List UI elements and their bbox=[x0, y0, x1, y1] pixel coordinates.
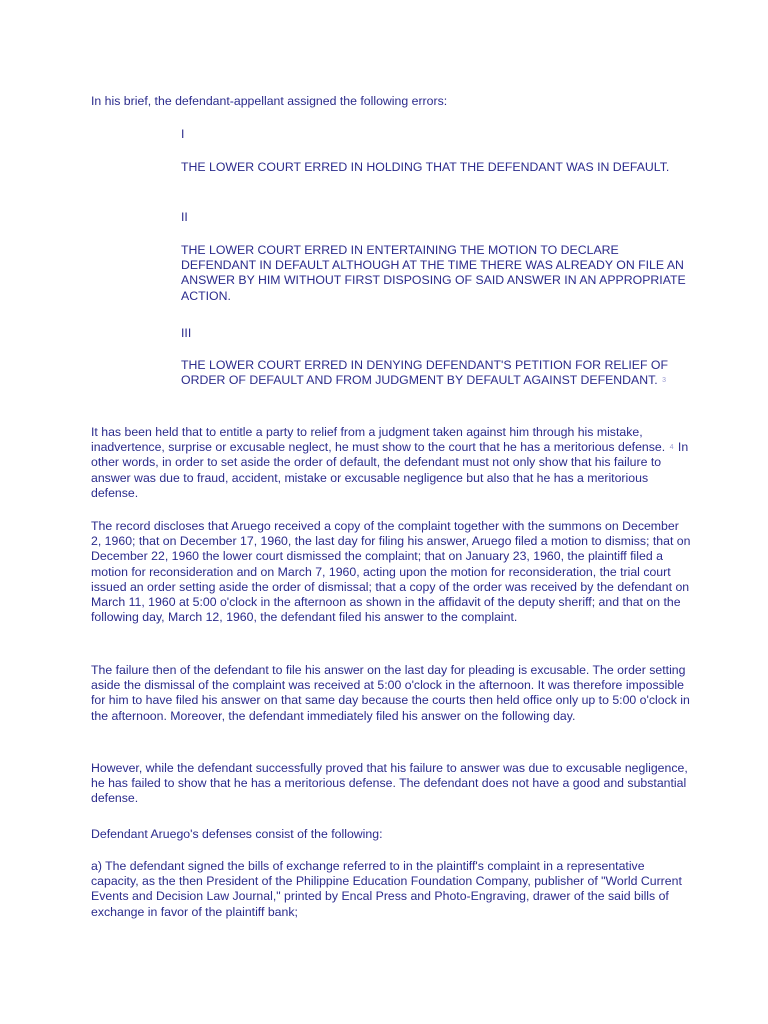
error-numeral-3: III bbox=[181, 326, 192, 340]
footnote-marker-3[interactable]: 3 bbox=[662, 377, 667, 385]
error-numeral-2: II bbox=[181, 210, 188, 224]
meritorious-defense-text-1: It has been held that to entitle a party to relief from a judgment taken against him through his mistake, inadvertence, surprise or excusable neglect, he must show to the court that he has a meritorious defense. bbox=[91, 425, 666, 455]
error-text-1: THE LOWER COURT ERRED IN HOLDING THAT THE DEFENDANT WAS IN DEFAULT. bbox=[181, 160, 670, 174]
error-numeral-1: I bbox=[181, 127, 185, 141]
meritorious-defense-text-2: In other words, in order to set aside the order of default, the defendant must not only show that his failure to answer was due to fraud, accident, mistake or excusable negligence but also that he has a meritorious defense. bbox=[91, 440, 689, 500]
intro-paragraph: In his brief, the defendant-appellant assigned the following errors: bbox=[91, 94, 448, 108]
error-text-3 bbox=[181, 358, 691, 388]
error-text-2: THE LOWER COURT ERRED IN ENTERTAINING THE MOTION TO DECLARE DEFENDANT IN DEFAULT ALTHOUGH AT THE TIME THERE WAS ALREADY ON FILE AN ANSWER BY HIM WITHOUT FIRST DISPOSING OF SAID ANSWER IN AN APPROPRIATE ACTION. bbox=[181, 243, 686, 303]
excusable-failure-paragraph: The failure then of the defendant to file his answer on the last day for pleading is excusable. The order setting aside the dismissal of the complaint was received at 5:00 o'clock in the afternoon. It was therefore impossible for him to have filed his answer on that same day because the courts then held office only up to 5:00 o'clock in the afternoon. Moreover, the defendant immediately filed his answer on the following day. bbox=[91, 663, 690, 723]
meritorious-defense-paragraph bbox=[91, 425, 691, 501]
defenses-intro-paragraph: Defendant Aruego's defenses consist of the following: bbox=[91, 827, 383, 841]
record-paragraph: The record discloses that Aruego received a copy of the complaint together with the summons on December 2, 1960; that on December 17, 1960, the last day for filing his answer, Aruego filed a motion to dismiss; that on December 22, 1960 the lower court dismissed the complaint; that on January 23, 1960, the plaintiff filed a motion for reconsideration and on March 7, 1960, acting upon the motion for reconsideration, the trial court issued an order setting aside the order of dismissal; that a copy of the order was received by the defendant on March 11, 1960 at 5:00 o'clock in the afternoon as shown in the affidavit of the deputy sheriff; and that on the following day, March 12, 1960, the defendant filed his answer to the complaint. bbox=[91, 519, 691, 625]
error-text-3-body: THE LOWER COURT ERRED IN DENYING DEFENDANT'S PETITION FOR RELIEF OF ORDER OF DEFAULT AND FROM JUDGMENT BY DEFAULT AGAINST DEFENDANT. bbox=[181, 358, 668, 388]
no-meritorious-defense-paragraph: However, while the defendant successfully proved that his failure to answer was due to excusable negligence, he has failed to show that he has a meritorious defense. The defendant does not have a good and substantial defense. bbox=[91, 761, 688, 806]
footnote-marker-4[interactable]: 4 bbox=[669, 444, 674, 452]
defense-a-paragraph: a) The defendant signed the bills of exchange referred to in the plaintiff's complaint in a representative capacity, as the then President of the Philippine Education Foundation Company, publisher of "World Current Events and Decision Law Journal," printed by Encal Press and Photo-Engraving, drawer of the said bills of exchange in favor of the plaintiff bank; bbox=[91, 859, 682, 919]
